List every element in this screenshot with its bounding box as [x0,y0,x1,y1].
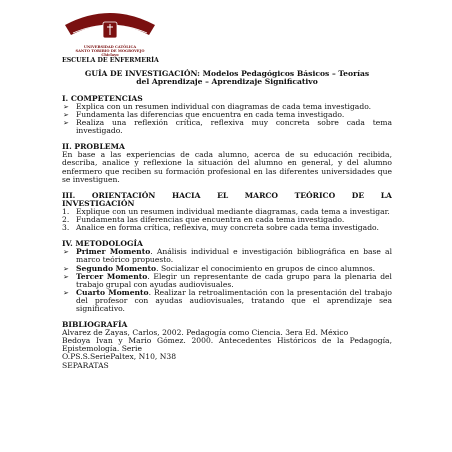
list-item-text: Explique con un resumen individual mediante diagramas, cada tema a investigar. [76,206,390,216]
section-heading: IV. METODOLOGÍA [62,239,143,249]
title-line: GUÍA DE INVESTIGACIÓN: Modelos Pedagógicos Básicos – Teorías [84,69,370,78]
document-title [62,70,392,87]
section-metodologia [62,240,392,313]
heading-word: LA [380,190,392,200]
arrow-bullet-icon: ➢ [63,111,69,119]
section-heading: II. PROBLEMA [62,142,125,152]
section-heading-line2: INVESTIGACIÓN [62,198,135,208]
heading-word: EL [217,190,229,200]
bibliography-entry: Alvarez de Zayas, Carlos, 2002. Pedagogía como Ciencia. 3era Ed. México [62,328,349,338]
list-item-label: Segundo Momento [76,263,157,273]
bibliography-entry: Bedoya Ivan y Mario Gómez. 2000. Antecedentes Históricos de la Pedagogía, Epistemología. Serie [62,336,392,354]
list-item [62,224,392,232]
title-line: del Aprendizaje – Aprendizaje Significativo [136,77,318,87]
section-orientacion [62,192,392,232]
list-item-text: Analice en forma crítica, reflexiva, muy concreta sobre cada tema investigado. [76,223,379,233]
list-item-label: Primer Momento [76,247,151,257]
section-bibliografia [62,321,392,370]
heading-word: HACIA [171,190,201,200]
list-item-label: Cuarto Momento [76,287,149,297]
list-item [62,289,392,313]
heading-word: DE [351,190,365,200]
school-name: ESCUELA DE ENFERMERÍA [62,57,159,64]
heading-word: TEÓRICO [294,190,336,200]
arrow-bullet-icon: ➢ [63,119,69,128]
arrow-bullet-icon: ➢ [63,248,69,257]
list-item-text: Fundamenta las diferencias que encuentra en cada tema investigado. [76,215,345,225]
university-line: Chiclayo [101,53,119,57]
list-item-text: . Análisis individual e investigación bibliográfica en base al marco teórico propuesto. [76,247,392,265]
list-item-text: . Socializar el conocimiento en grupos de cinco alumnos. [156,263,376,273]
university-logo-icon [63,9,157,45]
list-item-text: . Elegir un representante de cada grupo para la plenaria del trabajo grupal con ayudas audiovisuales. [76,271,392,289]
university-line: UNIVERSIDAD CATÓLICA [83,45,137,49]
list-item [62,248,392,264]
list-number: 3. [62,223,70,233]
list-number: 2. [62,215,70,225]
heading-word: III. [62,190,76,200]
section-problema [62,143,392,183]
arrow-bullet-icon: ➢ [63,272,69,281]
list-item [62,119,392,135]
list-item-text: Explica con un resumen individual con diagramas de cada tema investigado. [76,101,372,111]
arrow-bullet-icon: ➢ [63,264,69,273]
list-item-text: Realiza una reflexión crítica, reflexiva muy concreta sobre cada tema investigado. [76,118,392,136]
list-item-text: . Realizar la retroalimentación con la presentación del trabajo del profesor con ayudas audiovisuales, tratando que el aprendizaje sea significativo. [76,287,392,313]
section-heading: I. COMPETENCIAS [62,93,143,103]
bibliography-entry: SEPARATAS [62,360,109,370]
arrow-bullet-icon: ➢ [63,288,69,297]
heading-word: MARCO [244,190,279,200]
list-item-label: Tercer Momento [76,271,148,281]
list-item-text: Fundamenta las diferencias que encuentra en cada tema investigado. [76,110,345,119]
document-page [62,8,392,370]
section-heading: BIBLIOGRAFÍA [62,320,128,330]
paragraph: En base a las experiencias de cada alumno, acerca de su educación recibida, describa, analice y reflexione la situación del alumno en general, y del alumno enfermero que reciben su formación profesional en las diferentes universidades que se investiguen. [62,150,392,184]
section-competencias [62,95,392,135]
heading-word: ORIENTACIÓN [91,190,156,200]
university-name [64,45,156,57]
list-number: 1. [62,206,70,216]
university-line: SANTO TORIBIO DE MOGROVEJO [75,49,145,53]
arrow-bullet-icon: ➢ [63,102,69,111]
list-item [62,273,392,289]
bibliography-entry: O.PS.S.SeriePaltex, N10, N38 [62,352,177,362]
header [62,8,392,62]
